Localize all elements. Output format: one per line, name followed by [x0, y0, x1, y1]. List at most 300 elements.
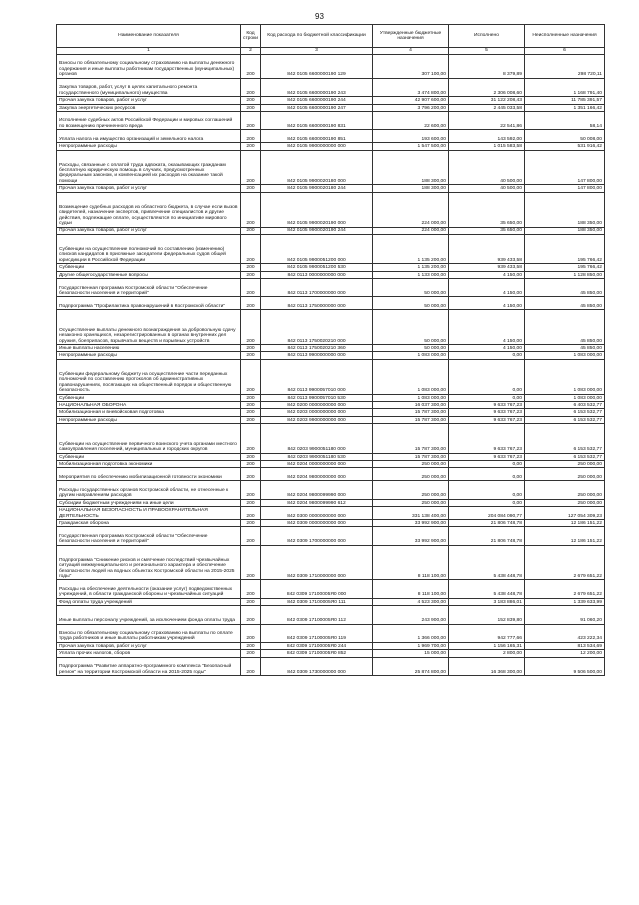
table-row [57, 359, 605, 394]
row-name-cell: Мероприятия по обеспечению мобилизационной готовности экономики [57, 468, 241, 481]
row-executed-cell: 9 633 767,23 [449, 416, 525, 423]
row-budget-code-cell: 842 0113 9900000000 000 [261, 352, 373, 359]
row-name-cell: Подпрограмма "Снижение рисков и смягчение последствий чрезвычайных ситуаций межмуниципального и регионального характера и обеспечение безопасности людей на водных объектах Костромской области на 2015-2025 годы" [57, 545, 241, 580]
row-executed-cell: 3 183 886,01 [449, 598, 525, 605]
table-row [57, 409, 605, 416]
row-line-code-cell: 200 [241, 409, 261, 416]
row-budget-code-cell: 842 0309 1730000000 000 [261, 657, 373, 675]
row-approved-cell: 1 083 000,00 [373, 352, 449, 359]
row-name-cell: Возмещение судебных расходов из областного бюджета, в случае если вызов свидетелей, назначение экспертов, привлечение специалистов и другие действия, подлежащие оплате, осуществляются по инициативе мирового судьи [57, 192, 241, 227]
row-name-cell: Субвенции [57, 394, 241, 401]
row-budget-code-cell: 842 0204 9800000000 000 [261, 468, 373, 481]
table-row [57, 507, 605, 520]
row-budget-code-cell: 842 0309 1710000000 000 [261, 545, 373, 580]
row-approved-cell: 4 523 300,00 [373, 598, 449, 605]
row-name-cell: Взносы по обязательному социальному страхованию на выплаты денежного содержания и иные выплаты работникам государственных (муниципальных) органов [57, 55, 241, 79]
row-unexecuted-cell: 11 785 391,57 [525, 97, 605, 104]
row-name-cell: Государственная программа Костромской области "Обеспечение безопасности населения и территорий" [57, 527, 241, 545]
table-row [57, 227, 605, 234]
header-budget-code: Код расхода по бюджетной классификации [261, 25, 373, 48]
row-name-cell: Уплата прочих налогов, сборов [57, 650, 241, 657]
row-unexecuted-cell: 423 222,34 [525, 624, 605, 642]
table-row [57, 352, 605, 359]
row-name-cell: Уплата налога на имущество организаций и земельного налога [57, 130, 241, 143]
column-number: 5 [449, 48, 525, 55]
row-name-cell: Подпрограмма "Профилактика правонарушений в Костромской области" [57, 297, 241, 310]
row-name-cell: Прочая закупка товаров, работ и услуг [57, 227, 241, 234]
row-unexecuted-cell: 127 054 309,23 [525, 507, 605, 520]
table-row [57, 104, 605, 111]
row-executed-cell: 0,00 [449, 499, 525, 506]
row-line-code-cell: 200 [241, 264, 261, 271]
row-name-cell: НАЦИОНАЛЬНАЯ ОБОРОНА [57, 401, 241, 408]
row-line-code-cell: 200 [241, 192, 261, 227]
table-row [57, 499, 605, 506]
row-unexecuted-cell: 12 200,00 [525, 650, 605, 657]
row-executed-cell: 40 500,00 [449, 150, 525, 185]
row-unexecuted-cell: 250 000,00 [525, 481, 605, 499]
table-row [57, 150, 605, 185]
table-row [57, 481, 605, 499]
row-budget-code-cell: 842 0200 0000000000 000 [261, 401, 373, 408]
row-unexecuted-cell: 6 153 532,77 [525, 416, 605, 423]
row-line-code-cell: 200 [241, 78, 261, 96]
row-name-cell: Расходы государственных органов Костромской области, не отнесенные к другим направлениям расходов [57, 481, 241, 499]
row-executed-cell: 21 806 748,78 [449, 527, 525, 545]
table-header-row [57, 25, 605, 48]
row-executed-cell: 31 122 208,43 [449, 97, 525, 104]
row-unexecuted-cell: 1 339 633,99 [525, 598, 605, 605]
row-line-code-cell: 200 [241, 143, 261, 150]
row-executed-cell: 1 156 165,31 [449, 642, 525, 649]
row-unexecuted-cell: 50 008,00 [525, 130, 605, 143]
row-approved-cell: 50 000,00 [373, 297, 449, 310]
row-executed-cell: 35 650,00 [449, 192, 525, 227]
row-budget-code-cell: 842 0300 0000000000 000 [261, 507, 373, 520]
row-executed-cell: 4 150,00 [449, 297, 525, 310]
row-executed-cell: 2 306 008,60 [449, 78, 525, 96]
row-budget-code-cell: 842 0204 9800099990 000 [261, 481, 373, 499]
row-budget-code-cell: 842 0105 9900020180 244 [261, 185, 373, 192]
table-row [57, 545, 605, 580]
row-approved-cell: 1 133 000,00 [373, 271, 449, 278]
row-name-cell: Субвенции [57, 453, 241, 460]
row-executed-cell: 5 438 448,78 [449, 580, 525, 598]
row-approved-cell: 33 992 900,00 [373, 527, 449, 545]
row-budget-code-cell: 842 0309 1700000000 000 [261, 527, 373, 545]
row-approved-cell: 243 900,00 [373, 606, 449, 624]
header-executed: Исполнено [449, 25, 525, 48]
column-number: 1 [57, 48, 241, 55]
row-unexecuted-cell: 2 679 651,22 [525, 580, 605, 598]
table-row [57, 279, 605, 297]
row-executed-cell: 152 839,80 [449, 606, 525, 624]
row-line-code-cell: 200 [241, 352, 261, 359]
row-approved-cell: 15 000,00 [373, 650, 449, 657]
row-budget-code-cell: 842 0309 17100005Я0 111 [261, 598, 373, 605]
row-executed-cell: 2 800,00 [449, 650, 525, 657]
row-line-code-cell: 200 [241, 598, 261, 605]
row-approved-cell: 331 138 400,00 [373, 507, 449, 520]
row-line-code-cell: 200 [241, 150, 261, 185]
row-approved-cell: 250 000,00 [373, 499, 449, 506]
table-row [57, 468, 605, 481]
row-budget-code-cell: 842 0309 17100005Я0 244 [261, 642, 373, 649]
row-unexecuted-cell: 2 679 651,22 [525, 545, 605, 580]
row-line-code-cell: 200 [241, 657, 261, 675]
table-row [57, 642, 605, 649]
table-row [57, 297, 605, 310]
row-unexecuted-cell: 6 153 532,77 [525, 453, 605, 460]
row-name-cell: Субвенции на осуществление первичного воинского учета органами местного самоуправления поселений, муниципальных и городских округов [57, 424, 241, 453]
row-approved-cell: 50 000,00 [373, 344, 449, 351]
table-row [57, 453, 605, 460]
row-line-code-cell: 200 [241, 55, 261, 79]
row-executed-cell: 35 650,00 [449, 227, 525, 234]
row-line-code-cell: 200 [241, 297, 261, 310]
row-line-code-cell: 200 [241, 185, 261, 192]
row-name-cell: Подпрограмма "Развитие аппаратно-программного комплекса "Безопасный регион" на территории Костромской области на 2015-2025 годы" [57, 657, 241, 675]
row-unexecuted-cell: 6 403 532,77 [525, 401, 605, 408]
row-budget-code-cell: 842 0203 9900051180 530 [261, 453, 373, 460]
row-approved-cell: 1 083 000,00 [373, 359, 449, 394]
row-unexecuted-cell: 45 850,00 [525, 344, 605, 351]
row-unexecuted-cell: 250 000,00 [525, 499, 605, 506]
table-row [57, 650, 605, 657]
row-line-code-cell: 200 [241, 527, 261, 545]
row-unexecuted-cell: 298 720,11 [525, 55, 605, 79]
row-budget-code-cell: 842 0203 9900051180 000 [261, 424, 373, 453]
header-indicator-name: Наименование показателя [57, 25, 241, 48]
table-row [57, 112, 605, 130]
row-unexecuted-cell: 1 083 000,00 [525, 359, 605, 394]
row-line-code-cell: 200 [241, 394, 261, 401]
row-approved-cell: 1 547 500,00 [373, 143, 449, 150]
row-executed-cell: 939 433,58 [449, 264, 525, 271]
row-executed-cell: 939 433,58 [449, 234, 525, 263]
row-name-cell: Мобилизационная и вневойсковая подготовка [57, 409, 241, 416]
row-executed-cell: 2 445 033,58 [449, 104, 525, 111]
row-approved-cell: 25 874 800,00 [373, 657, 449, 675]
row-unexecuted-cell: 12 186 151,22 [525, 519, 605, 526]
row-approved-cell: 224 000,00 [373, 227, 449, 234]
row-approved-cell: 3 796 200,00 [373, 104, 449, 111]
table-row [57, 519, 605, 526]
table-row [57, 143, 605, 150]
row-line-code-cell: 200 [241, 416, 261, 423]
table-row [57, 424, 605, 453]
row-name-cell: Государственная программа Костромской области "Обеспечение безопасности населения и территорий" [57, 279, 241, 297]
table-row [57, 460, 605, 467]
header-unexecuted: Неисполненные назначения [525, 25, 605, 48]
row-executed-cell: 8 379,89 [449, 55, 525, 79]
row-line-code-cell: 200 [241, 310, 261, 345]
row-name-cell: Другие общегосударственные вопросы [57, 271, 241, 278]
table-row [57, 192, 605, 227]
row-executed-cell: 4 150,00 [449, 310, 525, 345]
row-budget-code-cell: 842 0105 9900020190 244 [261, 227, 373, 234]
row-line-code-cell: 200 [241, 460, 261, 467]
row-approved-cell: 188 300,00 [373, 150, 449, 185]
table-row [57, 78, 605, 96]
row-executed-cell: 0,00 [449, 352, 525, 359]
row-executed-cell: 9 633 767,23 [449, 409, 525, 416]
table-row [57, 416, 605, 423]
row-unexecuted-cell: 188 350,00 [525, 192, 605, 227]
row-name-cell: Субвенции федеральному бюджету на осуществление части переданных полномочий по составлению протоколов об административных правонарушениях, посягающих на общественный порядок и общественную безопасность [57, 359, 241, 394]
row-approved-cell: 250 000,00 [373, 460, 449, 467]
table-row [57, 185, 605, 192]
row-unexecuted-cell: 250 000,00 [525, 468, 605, 481]
row-approved-cell: 193 600,00 [373, 130, 449, 143]
row-unexecuted-cell: 6 153 532,77 [525, 424, 605, 453]
row-budget-code-cell: 842 0113 9900057010 000 [261, 359, 373, 394]
row-approved-cell: 188 300,00 [373, 185, 449, 192]
row-executed-cell: 22 541,86 [449, 112, 525, 130]
row-unexecuted-cell: 58,14 [525, 112, 605, 130]
row-approved-cell: 16 037 300,00 [373, 401, 449, 408]
row-executed-cell: 0,00 [449, 460, 525, 467]
row-name-cell: Непрограммные расходы [57, 416, 241, 423]
row-name-cell: НАЦИОНАЛЬНАЯ БЕЗОПАСНОСТЬ И ПРАВООХРАНИТЕЛЬНАЯ ДЕЯТЕЛЬНОСТЬ [57, 507, 241, 520]
row-budget-code-cell: 842 0113 1750020210 000 [261, 310, 373, 345]
table-row [57, 264, 605, 271]
row-executed-cell: 143 592,00 [449, 130, 525, 143]
row-approved-cell: 250 000,00 [373, 468, 449, 481]
row-approved-cell: 1 366 000,00 [373, 624, 449, 642]
row-budget-code-cell: 842 0309 17100005Я0 119 [261, 624, 373, 642]
row-unexecuted-cell: 45 850,00 [525, 297, 605, 310]
row-budget-code-cell: 842 0105 9900051200 530 [261, 264, 373, 271]
row-executed-cell: 21 806 748,78 [449, 519, 525, 526]
row-line-code-cell: 200 [241, 545, 261, 580]
row-approved-cell: 1 135 200,00 [373, 264, 449, 271]
row-approved-cell: 50 000,00 [373, 310, 449, 345]
row-name-cell: Мобилизационная подготовка экономики [57, 460, 241, 467]
header-approved: Утвержденные бюджетные назначения [373, 25, 449, 48]
row-budget-code-cell: 842 0309 0000000000 000 [261, 519, 373, 526]
row-budget-code-cell: 842 0105 9900000000 000 [261, 143, 373, 150]
row-approved-cell: 15 787 300,00 [373, 416, 449, 423]
row-name-cell: Исполнение судебных актов Российской Федерации и мировых соглашений по возмещению причиненного вреда [57, 112, 241, 130]
row-name-cell: Непрограммные расходы [57, 352, 241, 359]
column-number: 3 [261, 48, 373, 55]
table-body [57, 55, 605, 676]
row-line-code-cell: 200 [241, 624, 261, 642]
row-budget-code-cell: 842 0105 9900020180 000 [261, 150, 373, 185]
row-line-code-cell: 200 [241, 359, 261, 394]
row-name-cell: Осуществление выплаты денежного вознаграждения за добровольную сдачу незаконно хранящихся, незарегистрированных в органах внутренних дел оружия, боеприпасов, взрывчатых веществ и взрывных устройств [57, 310, 241, 345]
row-line-code-cell: 200 [241, 271, 261, 278]
row-line-code-cell: 200 [241, 130, 261, 143]
row-budget-code-cell: 842 0105 6600000190 247 [261, 104, 373, 111]
row-budget-code-cell: 842 0105 9900051200 000 [261, 234, 373, 263]
row-approved-cell: 8 118 100,00 [373, 545, 449, 580]
table-row [57, 130, 605, 143]
row-approved-cell: 22 600,00 [373, 112, 449, 130]
row-name-cell: Фонд оплаты труда учреждений [57, 598, 241, 605]
row-budget-code-cell: 842 0204 0000000000 000 [261, 460, 373, 467]
row-approved-cell: 1 969 700,00 [373, 642, 449, 649]
row-executed-cell: 9 633 767,23 [449, 453, 525, 460]
row-line-code-cell: 200 [241, 234, 261, 263]
row-budget-code-cell: 842 0105 6600000190 244 [261, 97, 373, 104]
row-unexecuted-cell: 147 800,00 [525, 185, 605, 192]
row-approved-cell: 42 907 600,00 [373, 97, 449, 104]
row-name-cell: Закупка товаров, работ, услуг в целях капитального ремонта государственного (муниципального) имущества [57, 78, 241, 96]
row-approved-cell: 1 083 000,00 [373, 394, 449, 401]
row-name-cell: Расходы, связанные с оплатой труда адвоката, оказывающих гражданам бесплатную юридическую помощь в случаях, предусмотренных федеральным законом, и компенсацией их расходов на оказание такой помощи [57, 150, 241, 185]
row-executed-cell: 40 500,00 [449, 185, 525, 192]
column-number: 6 [525, 48, 605, 55]
table-row [57, 394, 605, 401]
row-executed-cell: 204 084 090,77 [449, 507, 525, 520]
row-unexecuted-cell: 1 083 000,00 [525, 394, 605, 401]
row-budget-code-cell: 842 0203 0000000000 000 [261, 409, 373, 416]
row-approved-cell: 50 000,00 [373, 279, 449, 297]
row-line-code-cell: 200 [241, 401, 261, 408]
row-budget-code-cell: 842 0309 17100005Я0 112 [261, 606, 373, 624]
row-line-code-cell: 200 [241, 642, 261, 649]
row-approved-cell: 3 474 800,00 [373, 78, 449, 96]
table-row [57, 271, 605, 278]
row-budget-code-cell: 842 0204 9800099990 612 [261, 499, 373, 506]
row-unexecuted-cell: 1 351 166,42 [525, 104, 605, 111]
row-unexecuted-cell: 1 128 850,00 [525, 271, 605, 278]
budget-execution-table [56, 24, 605, 676]
row-unexecuted-cell: 250 000,00 [525, 460, 605, 467]
table-row [57, 606, 605, 624]
row-line-code-cell: 200 [241, 650, 261, 657]
table-row [57, 344, 605, 351]
row-unexecuted-cell: 91 060,20 [525, 606, 605, 624]
row-approved-cell: 307 100,00 [373, 55, 449, 79]
table-row [57, 527, 605, 545]
table-row [57, 580, 605, 598]
row-executed-cell: 0,00 [449, 394, 525, 401]
row-approved-cell: 224 000,00 [373, 192, 449, 227]
column-number: 2 [241, 48, 261, 55]
row-name-cell: Закупка энергетических ресурсов [57, 104, 241, 111]
row-line-code-cell: 200 [241, 227, 261, 234]
row-unexecuted-cell: 147 800,00 [525, 150, 605, 185]
row-unexecuted-cell: 195 766,42 [525, 264, 605, 271]
row-line-code-cell: 200 [241, 519, 261, 526]
row-unexecuted-cell: 9 506 500,00 [525, 657, 605, 675]
row-budget-code-cell: 842 0105 6600000190 243 [261, 78, 373, 96]
row-executed-cell: 4 150,00 [449, 271, 525, 278]
row-line-code-cell: 200 [241, 112, 261, 130]
header-line-code: Код строки [241, 25, 261, 48]
row-name-cell: Взносы по обязательному социальному страхованию на выплаты по оплате труда работников и иные выплаты работникам учреждений [57, 624, 241, 642]
row-line-code-cell: 200 [241, 104, 261, 111]
row-approved-cell: 15 787 300,00 [373, 424, 449, 453]
row-name-cell: Прочая закупка товаров, работ и услуг [57, 97, 241, 104]
row-unexecuted-cell: 195 766,42 [525, 234, 605, 263]
row-executed-cell: 0,00 [449, 359, 525, 394]
row-line-code-cell: 200 [241, 507, 261, 520]
row-approved-cell: 1 135 200,00 [373, 234, 449, 263]
row-executed-cell: 9 633 767,23 [449, 424, 525, 453]
row-name-cell: Субвенции на осуществление полномочий по составлению (изменению) списков кандидатов в присяжные заседатели федеральных судов общей юрисдикции в Российской Федерации [57, 234, 241, 263]
row-approved-cell: 33 992 900,00 [373, 519, 449, 526]
row-budget-code-cell: 842 0309 17100005Я0 852 [261, 650, 373, 657]
table-row [57, 657, 605, 675]
row-budget-code-cell: 842 0113 1750000000 000 [261, 297, 373, 310]
row-line-code-cell: 200 [241, 468, 261, 481]
row-line-code-cell: 200 [241, 580, 261, 598]
row-line-code-cell: 200 [241, 606, 261, 624]
row-unexecuted-cell: 12 186 151,22 [525, 527, 605, 545]
row-budget-code-cell: 842 0113 1700000000 000 [261, 279, 373, 297]
row-line-code-cell: 200 [241, 453, 261, 460]
row-approved-cell: 250 000,00 [373, 481, 449, 499]
table-row [57, 55, 605, 79]
row-unexecuted-cell: 813 534,69 [525, 642, 605, 649]
row-line-code-cell: 200 [241, 279, 261, 297]
row-executed-cell: 0,00 [449, 468, 525, 481]
row-unexecuted-cell: 531 916,42 [525, 143, 605, 150]
row-budget-code-cell: 842 0105 6600000190 129 [261, 55, 373, 79]
row-executed-cell: 9 633 767,23 [449, 401, 525, 408]
row-budget-code-cell: 842 0105 6600000190 831 [261, 112, 373, 130]
row-unexecuted-cell: 6 153 532,77 [525, 409, 605, 416]
row-name-cell: Иные выплаты населению [57, 344, 241, 351]
row-unexecuted-cell: 1 083 000,00 [525, 352, 605, 359]
row-name-cell: Субсидии бюджетным учреждениям на иные цели [57, 499, 241, 506]
page-number: 93 [315, 12, 324, 21]
row-name-cell: Гражданская оборона [57, 519, 241, 526]
row-budget-code-cell: 842 0105 6600000190 851 [261, 130, 373, 143]
table-row [57, 97, 605, 104]
table-row [57, 624, 605, 642]
row-line-code-cell: 200 [241, 97, 261, 104]
row-unexecuted-cell: 45 850,00 [525, 310, 605, 345]
row-line-code-cell: 200 [241, 424, 261, 453]
row-executed-cell: 0,00 [449, 481, 525, 499]
row-name-cell: Субвенции [57, 264, 241, 271]
row-approved-cell: 15 787 300,00 [373, 453, 449, 460]
row-budget-code-cell: 842 0113 9900057010 530 [261, 394, 373, 401]
table-row [57, 310, 605, 345]
row-name-cell: Иные выплаты персоналу учреждений, за исключением фонда оплаты труда [57, 606, 241, 624]
row-approved-cell: 15 787 300,00 [373, 409, 449, 416]
row-executed-cell: 4 150,00 [449, 344, 525, 351]
row-line-code-cell: 200 [241, 481, 261, 499]
table-row [57, 234, 605, 263]
row-budget-code-cell: 842 0105 9900020190 000 [261, 192, 373, 227]
row-executed-cell: 16 368 300,00 [449, 657, 525, 675]
row-unexecuted-cell: 45 850,00 [525, 279, 605, 297]
row-budget-code-cell: 842 0113 0000000000 000 [261, 271, 373, 278]
row-executed-cell: 1 015 583,58 [449, 143, 525, 150]
row-line-code-cell: 200 [241, 344, 261, 351]
row-name-cell: Расходы на обеспечение деятельности (оказание услуг) подведомственных учреждений, в области гражданской обороны и чрезвычайных ситуаций [57, 580, 241, 598]
row-unexecuted-cell: 1 168 791,40 [525, 78, 605, 96]
row-name-cell: Прочая закупка товаров, работ и услуг [57, 642, 241, 649]
row-budget-code-cell: 842 0203 9900000000 000 [261, 416, 373, 423]
row-budget-code-cell: 842 0113 1750020210 360 [261, 344, 373, 351]
row-executed-cell: 942 777,66 [449, 624, 525, 642]
row-name-cell: Непрограммные расходы [57, 143, 241, 150]
row-executed-cell: 5 438 448,78 [449, 545, 525, 580]
row-unexecuted-cell: 188 350,00 [525, 227, 605, 234]
row-approved-cell: 8 118 100,00 [373, 580, 449, 598]
row-budget-code-cell: 842 0309 17100005Я0 000 [261, 580, 373, 598]
column-number-row [57, 48, 605, 55]
column-number: 4 [373, 48, 449, 55]
table-row [57, 401, 605, 408]
